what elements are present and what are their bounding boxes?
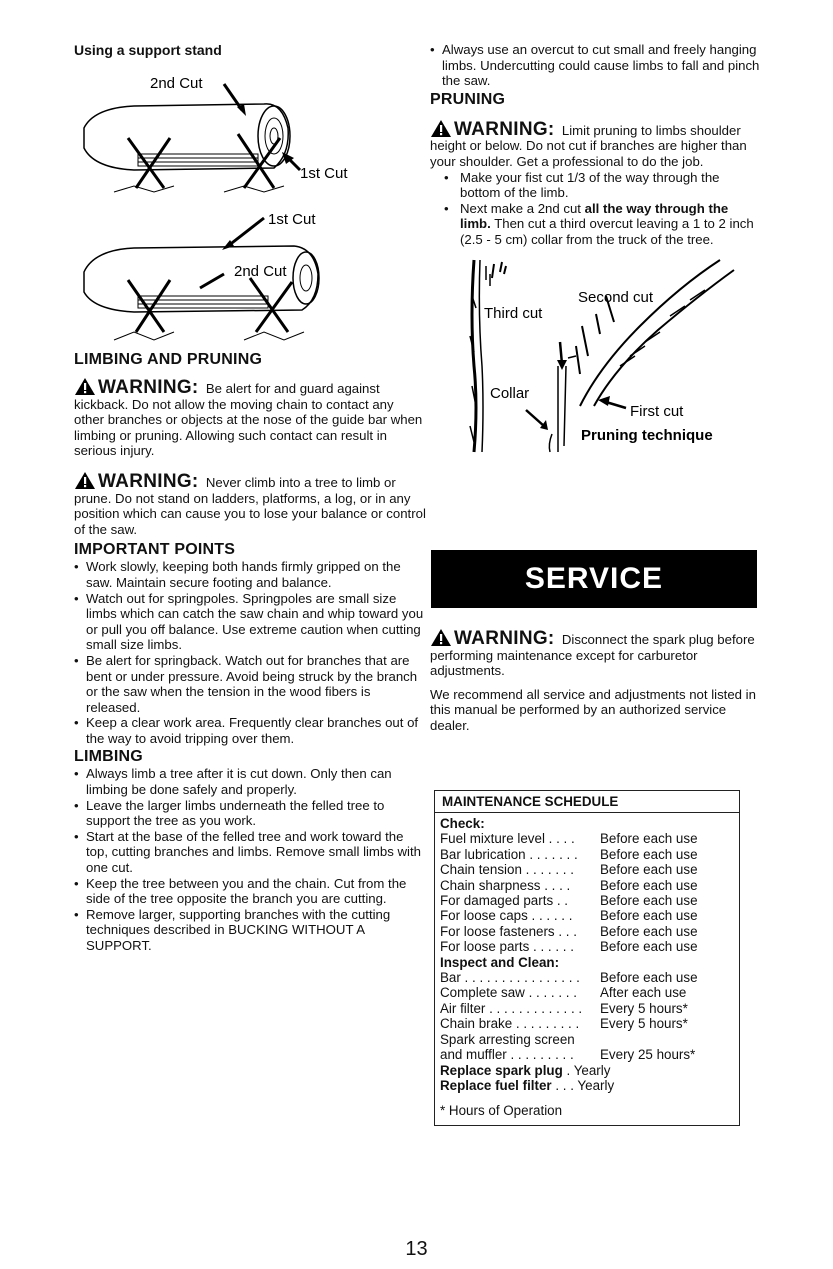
schedule-row	[440, 862, 739, 877]
schedule-row	[440, 939, 739, 954]
list-item	[430, 201, 760, 248]
schedule-interval: . Yearly	[562, 1062, 611, 1078]
schedule-interval: After each use	[600, 985, 687, 1001]
schedule-item: Fuel mixture level . . . .	[440, 831, 575, 847]
list-item: • Leave the larger limbs underneath the felled tree to support the tree as you work.	[74, 798, 426, 829]
first-cut-label: First cut	[630, 402, 684, 420]
list-item: • Start at the base of the felled tree and work toward the top, cutting branches and limbs. Remove small limbs with one cut.	[74, 829, 426, 876]
schedule-interval: Before each use	[600, 939, 698, 955]
list-item: • Work slowly, keeping both hands firmly gripped on the saw. Maintain secure footing and balance.	[74, 559, 426, 590]
schedule-interval: Before each use	[600, 846, 698, 862]
schedule-interval: Before each use	[600, 908, 698, 924]
schedule-item: For loose caps . . . . . .	[440, 908, 573, 924]
schedule-item: and muffler . . . . . . . . .	[440, 1047, 574, 1063]
warning-word: WARNING:	[454, 628, 555, 649]
left-column	[74, 42, 426, 954]
schedule-row	[440, 924, 739, 939]
schedule-row	[440, 847, 739, 862]
warning-disconnect	[430, 628, 760, 679]
schedule-item: For loose parts . . . . . .	[440, 939, 574, 955]
pruning-technique-caption: Pruning technique	[581, 426, 713, 444]
support-stand-figure-1	[74, 58, 374, 198]
schedule-row	[440, 1047, 739, 1062]
warning-text: Be alert for and guard against kickback. Do not allow the moving chain to contact any other branches or objects at the nose of the guide bar when limbing or pruning. Allowing such contact can result in serious injury.	[74, 381, 423, 459]
schedule-row	[440, 985, 739, 1000]
schedule-interval: Before each use	[600, 831, 698, 847]
schedule-interval: Before each use	[600, 877, 698, 893]
schedule-interval: Every 5 hours*	[600, 1016, 688, 1032]
schedule-item: Chain sharpness . . . .	[440, 877, 571, 893]
schedule-title: MAINTENANCE SCHEDULE	[435, 791, 739, 813]
schedule-interval: Before each use	[600, 893, 698, 909]
schedule-item: Replace spark plug	[440, 1062, 563, 1078]
schedule-item: Chain tension . . . . . . .	[440, 862, 574, 878]
schedule-row	[440, 1016, 739, 1031]
schedule-interval: Before each use	[600, 970, 698, 986]
schedule-row	[440, 1063, 739, 1078]
pruning-point-bold: all the way through the limb.	[460, 200, 729, 232]
limbing-pruning-heading: LIMBING AND PRUNING	[74, 351, 263, 368]
spark-screen-label: Spark arresting screen	[440, 1031, 575, 1047]
list-item: • Keep a clear work area. Frequently clear branches out of the way to avoid tripping over them.	[74, 715, 426, 746]
warning-climb	[74, 471, 426, 537]
warning-triangle-icon	[74, 377, 96, 396]
schedule-interval: Before each use	[600, 862, 698, 878]
schedule-item: Bar . . . . . . . . . . . . . . . .	[440, 970, 580, 986]
service-section	[430, 628, 760, 734]
inspect-label: Inspect and Clean:	[440, 954, 560, 970]
schedule-row	[440, 831, 739, 846]
right-column	[430, 42, 760, 456]
check-label: Check:	[440, 816, 485, 831]
pruning-point-text: Next make a 2nd cut	[460, 200, 585, 216]
schedule-item: Complete saw . . . . . . .	[440, 985, 577, 1001]
schedule-item: Replace fuel filter	[440, 1077, 552, 1093]
pruning-point-text: Then cut a third overcut leaving a 1 to 2 inch (2.5 - 5 cm) collar from the truck of the tree.	[460, 216, 754, 247]
support-stand-heading: Using a support stand	[74, 42, 222, 58]
schedule-row	[440, 878, 739, 893]
warning-word: WARNING:	[98, 470, 199, 492]
maintenance-schedule	[434, 790, 740, 1126]
pruning-heading: PRUNING	[430, 90, 506, 108]
warning-kickback	[74, 377, 426, 459]
page-number: 13	[405, 1238, 428, 1260]
warning-word: WARNING:	[98, 377, 199, 398]
fig2-cut-b-label: 2nd Cut	[234, 263, 287, 280]
schedule-interval: Before each use	[600, 923, 698, 939]
schedule-item: For damaged parts . .	[440, 893, 569, 909]
warning-text: Limit pruning to limbs shoulder height or below. Do not cut if branches are higher than your shoulder. Get a professional to do the job.	[430, 122, 747, 169]
schedule-item: Chain brake . . . . . . . . .	[440, 1016, 580, 1032]
third-cut-label: Third cut	[484, 304, 543, 322]
warning-triangle-icon	[430, 119, 452, 138]
fig1-cut-a-label: 2nd Cut	[150, 75, 203, 92]
schedule-item: For loose fasteners . . .	[440, 923, 577, 939]
schedule-interval: Every 5 hours*	[600, 1000, 688, 1016]
list-item	[430, 170, 760, 201]
schedule-interval: . . . Yearly	[551, 1077, 615, 1093]
warning-triangle-icon	[74, 471, 96, 490]
schedule-item: Bar lubrication . . . . . . .	[440, 846, 578, 862]
second-cut-label: Second cut	[578, 288, 654, 306]
warning-text: Disconnect the spark plug before performing maintenance except for carburetor adjustments.	[430, 632, 755, 679]
schedule-interval: Every 25 hours*	[600, 1047, 696, 1063]
warning-pruning	[430, 119, 760, 170]
schedule-row	[440, 893, 739, 908]
schedule-item: Air filter . . . . . . . . . . . . .	[440, 1000, 583, 1016]
pruning-points-list	[430, 170, 760, 248]
limbing-heading: LIMBING	[74, 748, 143, 766]
fig2-cut-a-label: 1st Cut	[268, 211, 316, 228]
warning-word: WARNING:	[454, 118, 555, 140]
schedule-body	[435, 813, 739, 1119]
list-item: • Always limb a tree after it is cut down. Only then can limbing be done safely and properly.	[74, 766, 426, 797]
schedule-footnote: * Hours of Operation	[440, 1103, 563, 1119]
limbing-points-list	[74, 766, 426, 953]
pruning-technique-figure	[430, 256, 750, 456]
schedule-row	[440, 1001, 739, 1016]
support-stand-figure-2	[74, 204, 374, 349]
important-points-list	[74, 559, 426, 746]
fig1-cut-b-label: 1st Cut	[300, 165, 348, 182]
list-item: • Always use an overcut to cut small and freely hanging limbs. Undercutting could cause limbs to fall and pinch the saw.	[430, 42, 760, 89]
list-item: • Watch out for springpoles. Springpoles are small size limbs which can catch the saw chain and whip toward you or pull you off balance. Use extreme caution when cutting small size limbs.	[74, 591, 426, 653]
list-item: • Keep the tree between you and the chain. Cut from the side of the tree opposite the branch you are cutting.	[74, 876, 426, 907]
service-recommendation: We recommend all service and adjustments not listed in this manual be performed by an authorized service dealer.	[430, 686, 756, 733]
service-banner: SERVICE	[431, 550, 757, 608]
warning-triangle-icon	[430, 628, 452, 647]
pruning-point-text: Make your fist cut 1/3 of the way through the bottom of the limb.	[460, 169, 720, 201]
important-points-heading: IMPORTANT POINTS	[74, 541, 236, 559]
schedule-row	[440, 970, 739, 985]
schedule-row	[440, 908, 739, 923]
warning-text: Never climb into a tree to limb or prune. Do not stand on ladders, platforms, a log, or in any position which can cause you to lose your balance or control of the saw.	[74, 474, 426, 537]
schedule-row	[440, 1078, 739, 1093]
list-item: • Be alert for springback. Watch out for branches that are bent or under pressure. Avoid being struck by the branch or the saw when the tension in the wood fibers is released.	[74, 653, 426, 715]
collar-label: Collar	[490, 384, 530, 402]
list-item: • Remove larger, supporting branches with the cutting techniques described in BUCKING WITHOUT A SUPPORT.	[74, 907, 426, 954]
overcut-list	[430, 42, 760, 89]
